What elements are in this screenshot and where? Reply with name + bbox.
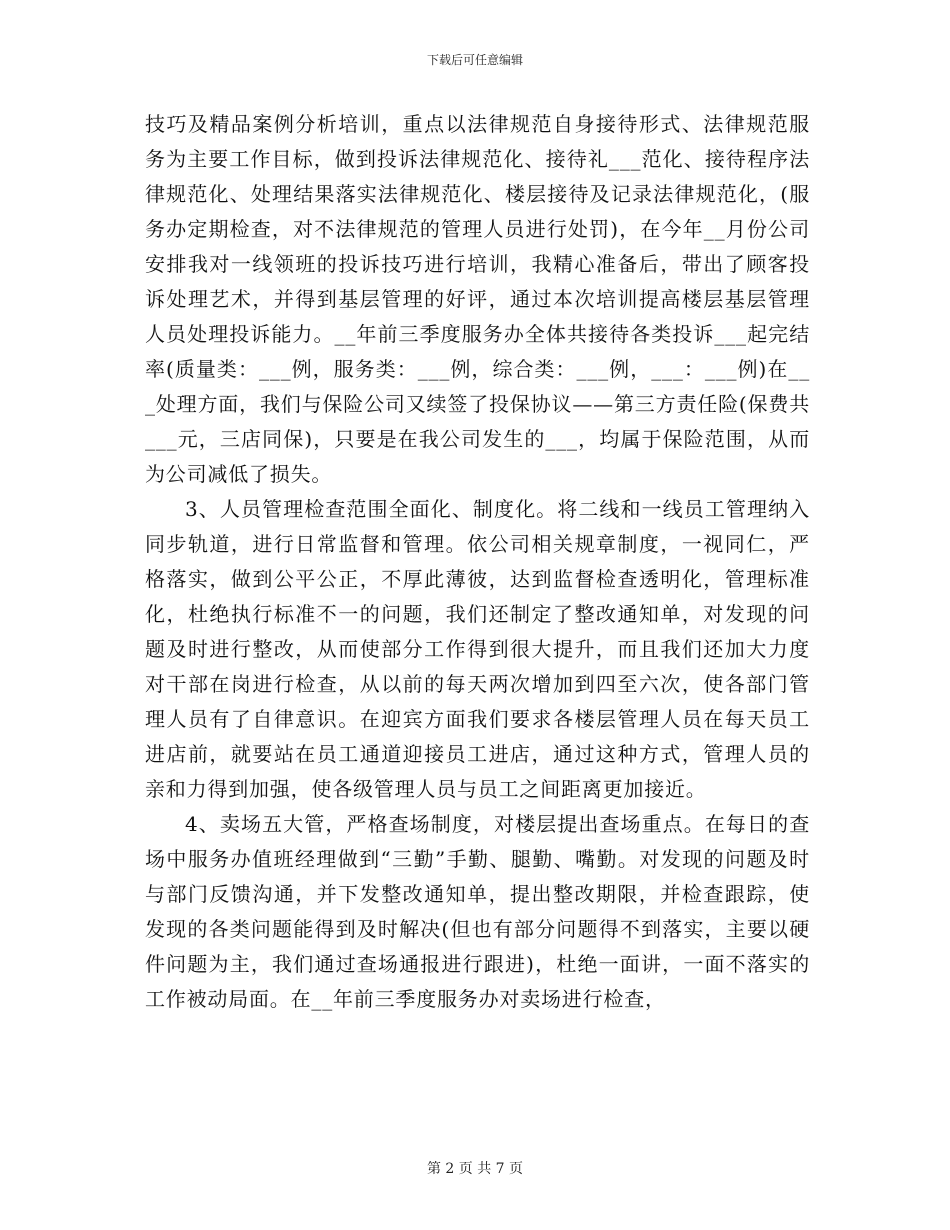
paragraph-complaint-training: 技巧及精品案例分析培训，重点以法律规范自身接待形式、法律规范服务为主要工作目标，做到投诉法律规范化、接待礼___范化、接待程序法律规范化、处理结果落实法律规范化、楼层接待及记录法律规范化，(服务办定期检查，对不法律规范的管理人员进行处罚)，在今年__月份公司安排我对一线领班的投诉技巧进行培训，我精心准备后，带出了顾客投诉处理艺术，并得到基层管理的好评，通过本次培训提高楼层基层管理人员处理投诉能力。__年前三季度服务办全体共接待各类投诉___起完结率(质量类：___例，服务类：___例，综合类：___例，___：___例)在___处理方面，我们与保险公司又续签了投保协议——第三方责任险(保费共___元，三店同保)，只要是在我公司发生的___，均属于保险范围，从而为公司减低了损失。 bbox=[145, 112, 810, 486]
document-body bbox=[145, 107, 810, 1017]
header-note: 下载后可任意编辑 bbox=[426, 53, 523, 67]
paragraph-staff-management: 3、人员管理检查范围全面化、制度化。将二线和一线员工管理纳入同步轨道，进行日常监督和管理。依公司相关规章制度，一视同仁，严格落实，做到公平公正，不厚此薄彼，达到监督检查透明化，管理标准化，杜绝执行标准不一的问题，我们还制定了整改通知单，对发现的问题及时进行整改，从而使部分工作得到很大提升，而且我们还加大力度对干部在岗进行检查，从以前的每天两次增加到四至六次，使各部门管理人员有了自律意识。在迎宾方面我们要求各楼层管理人员在每天员工进店前，就要站在员工通道迎接员工进店，通过这种方式，管理人员的亲和力得到加强，使各级管理人员与员工之间距离更加接近。 bbox=[145, 497, 810, 801]
paragraph-store-inspection: 4、卖场五大管，严格查场制度，对楼层提出查场重点。在每日的查场中服务办值班经理做到“三勤”手勤、腿勤、嘴勤。对发现的问题及时与部门反馈沟通，并下发整改通知单，提出整改期限，并检查跟踪，使发现的各类问题能得到及时解决(但也有部分问题得不到落实，主要以硬件问题为主，我们通过查场通报进行跟进)，杜绝一面讲，一面不落实的工作被动局面。在__年前三季度服务办对卖场进行检查， bbox=[145, 812, 810, 1011]
page-number: 第 2 页 共 7 页 bbox=[426, 1161, 524, 1177]
